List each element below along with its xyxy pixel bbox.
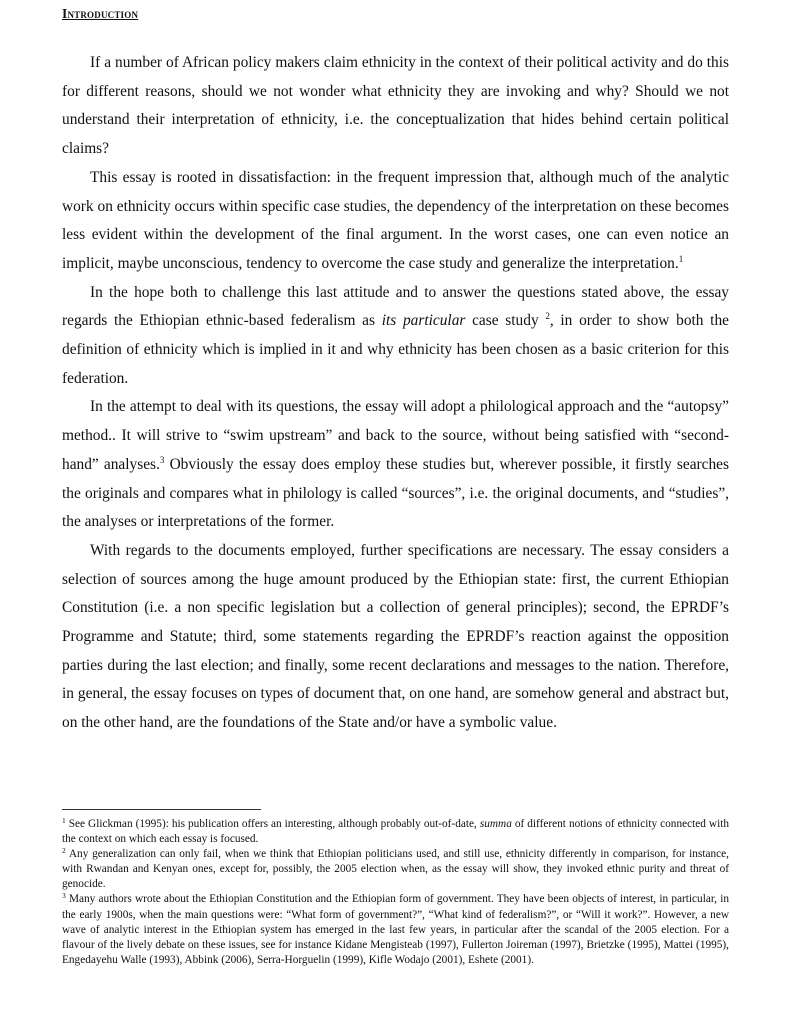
footnote-2-text: Any generalization can only fail, when we think that Ethiopian politicians used, and still use, ethnicity differently in comparison, for instance, with Rwandan and Kenyan ones, except for, possibly, the 2005 election when, as the essay will show, they invoked ethnic purity and threat of genocide. — [62, 848, 729, 891]
footnote-2 — [62, 847, 729, 892]
footnotes — [62, 817, 729, 968]
footnote-1-text-b: of different notions of ethnicity connected with the context on which each essay is focused. — [62, 818, 729, 846]
footnote-3 — [62, 892, 729, 967]
footnote-1-number: 1 — [62, 816, 66, 825]
body-text — [62, 49, 729, 738]
paragraph-3-text-a: In the hope both to challenge this last attitude and to answer the questions stated above, the essay regards the Ethiopian ethnic-based federalism as — [62, 283, 729, 330]
footnote-ref-3[interactable]: 3 — [159, 454, 165, 465]
paragraph-3-text-c: , in order to show both the definition of ethnicity which is implied in it and why ethnicity has been chosen as a basic criterion for this federation. — [62, 312, 729, 387]
paragraph-5: With regards to the documents employed, further specifications are necessary. The essay considers a selection of sources among the huge amount produced by the Ethiopian state: first, the current Ethiopian Constitution (i.e. a non specific legislation but a collection of general principles); second, the EPRDF’s Programme and Statute; third, some statements regarding the EPRDF’s reaction against the opposition parties during the last election; and finally, some recent declarations and messages to the nation. Therefore, in general, the essay focuses on types of document that, on one hand, are somehow general and abstract but, on the other hand, are the foundations of the State and/or have a symbolic value. — [62, 541, 729, 732]
section-heading: Introduction — [62, 6, 139, 21]
paragraph-2-text: This essay is rooted in dissatisfaction: in the frequent impression that, although much of the analytic work on ethnicity occurs within specific case studies, the dependency of the interpretation on these becomes less evident within the development of the final argument. In the worst cases, one can even notice an implicit, maybe unconscious, tendency to overcome the case study and generalize the interpretation. — [62, 168, 729, 272]
footnote-1-emphasis: summa — [479, 818, 512, 830]
paragraph-3 — [62, 279, 729, 394]
footnote-3-number: 3 — [62, 891, 66, 901]
paragraph-4-text-b: Obviously the essay does employ these studies but, wherever possible, it firstly searches the originals and compares what in philology is called “sources”, i.e. the original documents, and “studies”, the analyses or interpretations of the former. — [62, 455, 729, 531]
footnote-1 — [62, 817, 729, 847]
paragraph-2 — [62, 164, 729, 279]
paragraph-3-emphasis: its particular — [381, 312, 466, 330]
footnote-ref-1[interactable]: 1 — [678, 253, 684, 264]
paragraph-3-text-b: case study — [465, 312, 546, 330]
footnote-2-number: 2 — [62, 846, 66, 856]
footnote-1-text-a: See Glickman (1995): his publication offers an interesting, although probably out-of-date, — [65, 818, 480, 830]
footnote-3-text: Many authors wrote about the Ethiopian Constitution and the Ethiopian form of government. They have been objects of interest, in particular, in the early 1900s, when the main questions were: “What form of government?”, “What kind of federalism?”, or “Will it work?”. However, a new wave of analytic interest in the Ethiopian system has emerged in the last few years, in particular after the scandal of the 2005 election. For a flavour of the lively debate on these issues, see for instance Kidane Mengisteab (1997), Fullerton Joireman (1997), Brietzke (1995), Mattei (1995), Engedayehu Walle (1993), Abbink (2006), Serra-Horguelin (1999), Kifle Wodajo (2001), Eshete (2001). — [62, 893, 729, 966]
paragraph-4 — [62, 393, 729, 537]
footnote-separator — [62, 809, 261, 810]
paragraph-4-text-a: In the attempt to deal with its questions, the essay will adopt a philological approach and the “autopsy” method.. It will strive to “swim upstream” and back to the source, without being satisfied with “second-hand” analyses. — [62, 398, 729, 473]
footnote-ref-2[interactable]: 2 — [545, 311, 550, 322]
paragraph-1: If a number of African policy makers claim ethnicity in the context of their political activity and do this for different reasons, should we not wonder what ethnicity they are invoking and why? Should we not understand their interpretation of ethnicity, i.e. the conceptualization that hides behind certain political claims? — [62, 54, 729, 158]
